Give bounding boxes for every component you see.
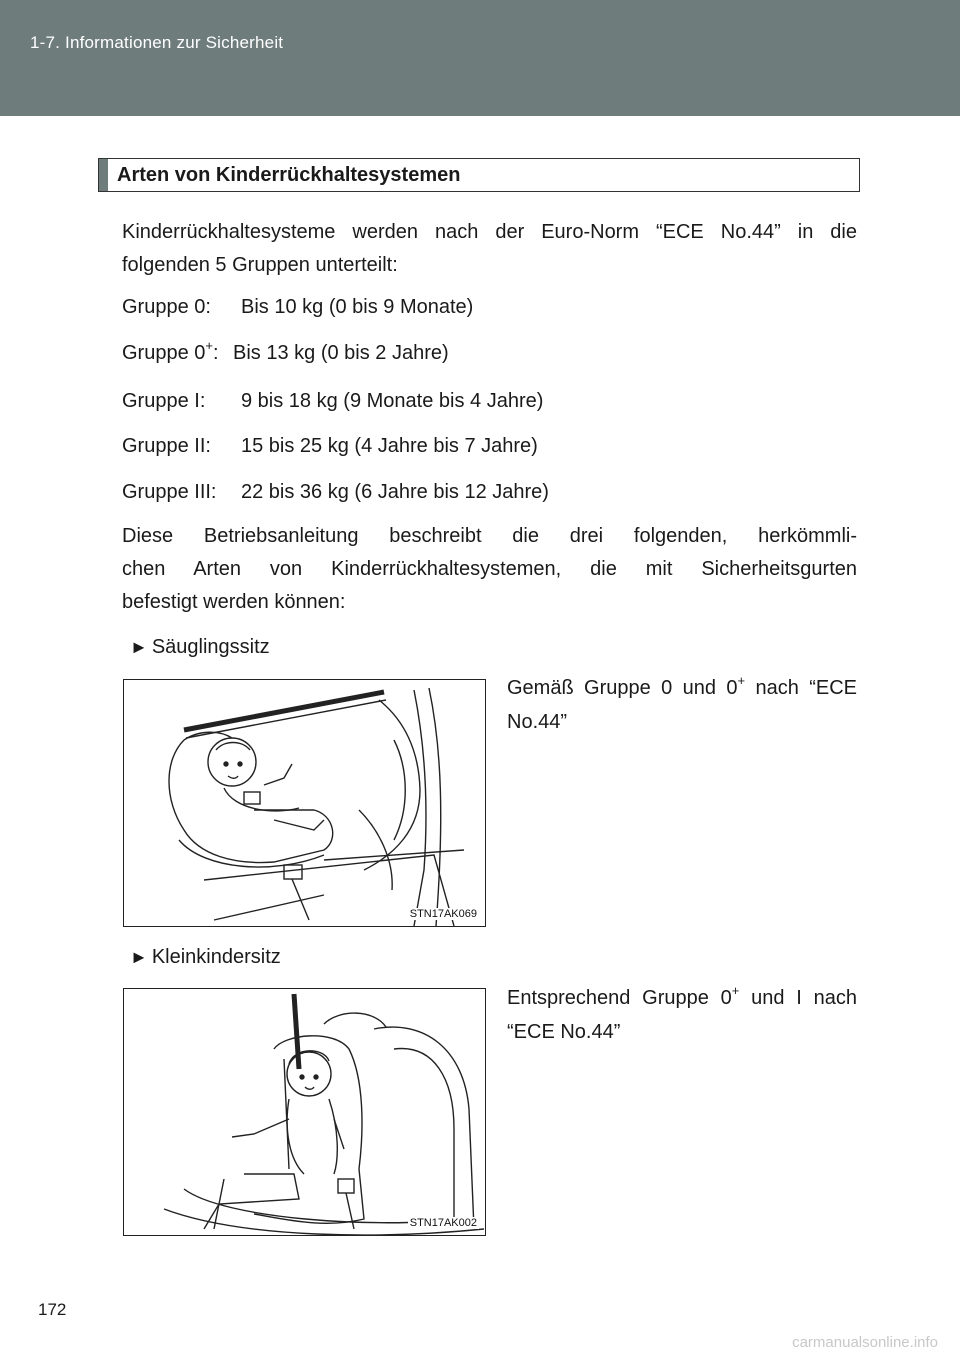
- group-label: Gruppe I:: [122, 390, 206, 412]
- group-value: 15 bis 25 kg (4 Jahre bis 7 Jahre): [241, 435, 538, 457]
- item-description: Gemäß Gruppe 0 und 0+ nach “ECE No.44”: [507, 673, 858, 733]
- chapter-header: [0, 0, 960, 116]
- item-heading: ► Säuglingssitz: [130, 636, 270, 658]
- group-label: Gruppe III:: [122, 481, 217, 503]
- group-value: Bis 10 kg (0 bis 9 Monate): [241, 296, 474, 318]
- chapter-title: 1-7. Informationen zur Sicherheit: [30, 33, 284, 52]
- item-description: Entsprechend Gruppe 0+ und I nach “ECE No.44”: [507, 983, 857, 1043]
- superscript-plus: +: [737, 673, 746, 688]
- section-heading: [98, 158, 860, 192]
- group-value: 9 bis 18 kg (9 Monate bis 4 Jahre): [241, 390, 544, 412]
- child-seat-illustration: [124, 989, 486, 1236]
- infant-seat-illustration: [124, 680, 486, 927]
- group-label: Gruppe 0+:: [122, 338, 219, 364]
- watermark: carmanualsonline.info: [792, 1334, 938, 1351]
- description-paragraph: Diese Betriebsanleitung beschreibt die drei folgenden, herkömmli- chen Arten von Kinderrückhaltesystemen, die mit Sicherheitsgurten befestigt werden können:: [122, 525, 857, 613]
- group-label: Gruppe 0:: [122, 296, 211, 318]
- arrow-right-icon: ►: [130, 637, 148, 657]
- superscript-plus: +: [731, 983, 740, 998]
- superscript-plus: +: [205, 338, 213, 353]
- arrow-right-icon: ►: [130, 947, 148, 967]
- figure-child-seat: [123, 988, 486, 1236]
- section-title: Arten von Kinderrückhaltesystemen: [117, 164, 461, 186]
- intro-paragraph: Kinderrückhaltesysteme werden nach der Euro-Norm “ECE No.44” in die folgenden 5 Gruppen unterteilt:: [122, 221, 857, 276]
- item-heading: ► Kleinkindersitz: [130, 946, 281, 968]
- figure-label: STN17AK069: [409, 908, 477, 920]
- page-number: 172: [38, 1300, 67, 1319]
- section-heading-bar: [99, 159, 108, 191]
- group-label: Gruppe II:: [122, 435, 211, 457]
- figure-label: STN17AK002: [409, 1217, 477, 1229]
- group-value: Bis 13 kg (0 bis 2 Jahre): [233, 342, 449, 364]
- group-value: 22 bis 36 kg (6 Jahre bis 12 Jahre): [241, 481, 549, 503]
- figure-infant-seat: [123, 679, 486, 927]
